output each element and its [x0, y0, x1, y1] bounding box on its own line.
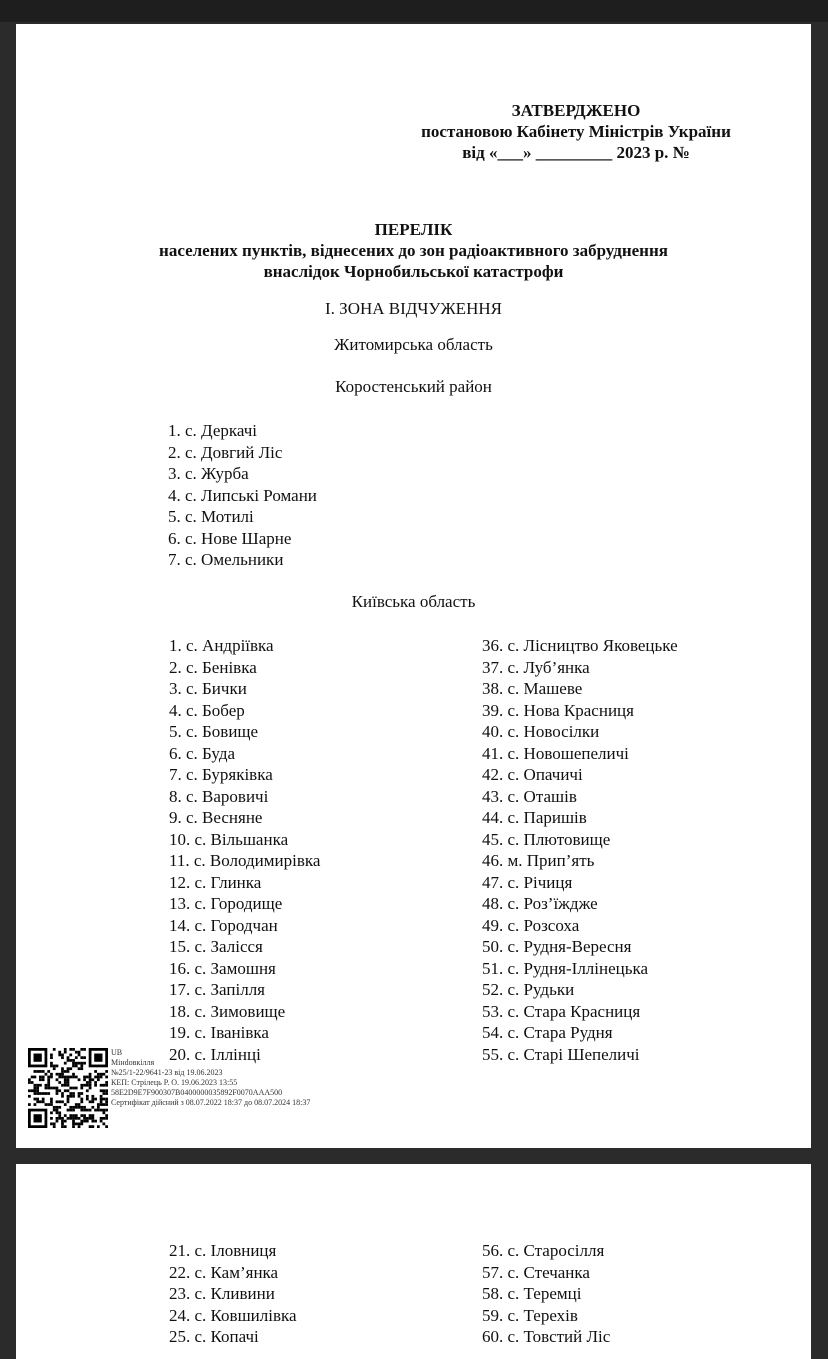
list-item: 46. м. Прип’ять [482, 851, 595, 870]
region-zhytomyr: Житомирська область [334, 335, 493, 354]
list-item: 14. с. Городчан [169, 915, 278, 935]
kyiv-settlement-list-col1-page2 [169, 1240, 297, 1348]
list-item: 39. с. Нова Красниця [482, 700, 634, 720]
stamp-line-3: №25/1-22/9641-23 від 19.06.2023 [111, 1068, 223, 1077]
list-item: 47. с. Річиця [482, 872, 573, 892]
list-item: 50. с. Рудня-Вересня [482, 937, 632, 956]
list-item: 2. с. Бенівка [169, 657, 257, 677]
list-item: 43. с. Оташів [482, 786, 577, 806]
list-item: 22. с. Кам’янка [169, 1262, 279, 1282]
list-item: 51. с. Рудня-Іллінецька [482, 958, 649, 978]
list-item: 6. с. Буда [169, 743, 236, 763]
list-item: 58. с. Теремці [482, 1284, 582, 1303]
document-page-1 [16, 24, 811, 1148]
list-item: 1. с. Андріївка [169, 636, 274, 655]
stamp-line-2: Мінdовкілля [111, 1058, 155, 1067]
list-item: 10. с. Вільшанка [169, 829, 289, 849]
stamp-line-5: 58E2D9E7F900307B0400000035892F0070AAA500 [111, 1088, 283, 1097]
list-item: 20. с. Іллінці [169, 1044, 261, 1064]
list-item: 48. с. Роз’їждже [482, 894, 598, 913]
list-item: 53. с. Стара Красниця [482, 1001, 641, 1021]
list-item: 2. с. Довгий Ліс [168, 442, 283, 462]
list-item: 4. с. Бобер [169, 700, 245, 720]
list-item: 23. с. Кливини [169, 1284, 275, 1303]
list-item: 36. с. Лісництво Яковецьке [482, 636, 678, 655]
list-item: 11. с. Володимирівка [169, 851, 321, 870]
heading-line-3: внаслідок Чорнобильської катастрофи [263, 262, 564, 281]
heading-title: ПЕРЕЛІК [374, 220, 453, 239]
list-item: 56. с. Старосілля [482, 1241, 605, 1260]
list-item: 3. с. Бички [169, 679, 247, 698]
list-item: 24. с. Ковшилівка [169, 1305, 297, 1325]
list-item: 7. с. Буряківка [169, 765, 273, 784]
approval-line-resolution: постановою Кабінету Міністрів України [421, 122, 731, 141]
list-item: 37. с. Луб’янка [482, 657, 590, 677]
list-item: 55. с. Старі Шепеличі [482, 1044, 640, 1064]
kyiv-settlement-list-col2 [482, 635, 678, 1065]
list-item: 19. с. Іванівка [169, 1023, 269, 1042]
list-item: 38. с. Машеве [482, 679, 583, 698]
list-item: 42. с. Опачичі [482, 765, 583, 784]
list-item: 52. с. Рудьки [482, 980, 575, 999]
list-item: 40. с. Новосілки [482, 722, 600, 741]
list-item: 25. с. Копачі [169, 1327, 259, 1346]
list-item: 7. с. Омельники [168, 550, 284, 569]
list-item: 9. с. Весняне [169, 808, 263, 827]
list-item: 3. с. Журба [168, 464, 249, 483]
list-item: 59. с. Терехів [482, 1305, 578, 1325]
kyiv-settlement-list-col2-page2 [482, 1240, 610, 1348]
list-item: 5. с. Мотилі [168, 507, 254, 526]
list-item: 6. с. Нове Шарне [168, 528, 292, 548]
qr-code [28, 1048, 108, 1128]
zhytomyr-settlement-list [168, 420, 317, 571]
list-item: 13. с. Городище [169, 894, 283, 913]
list-item: 1. с. Деркачі [168, 421, 258, 440]
kyiv-settlement-list-col1 [169, 635, 320, 1065]
approval-line-date: від «___» _________ 2023 р. № [462, 143, 690, 162]
list-item: 12. с. Глинка [169, 872, 262, 892]
list-item: 49. с. Розсоха [482, 915, 580, 935]
approval-title: ЗАТВЕРДЖЕНО [511, 101, 641, 120]
list-item: 60. с. Товстий Ліс [482, 1327, 611, 1346]
district-korosten: Коростенський район [335, 377, 492, 396]
document-heading [16, 219, 811, 282]
list-item: 45. с. Плютовище [482, 829, 611, 849]
stamp-line-1: UB [111, 1048, 123, 1057]
list-item: 44. с. Паришів [482, 808, 587, 827]
heading-line-2: населених пунктів, віднесених до зон радіоактивного забруднення [159, 241, 668, 260]
region-kyiv: Київська область [351, 592, 476, 611]
list-item: 18. с. Зимовище [169, 1001, 286, 1021]
list-item: 17. с. Запілля [169, 980, 265, 999]
zone-title: І. ЗОНА ВІДЧУЖЕННЯ [325, 299, 502, 318]
list-item: 57. с. Стечанка [482, 1262, 590, 1282]
list-item: 21. с. Іловниця [169, 1241, 277, 1260]
list-item: 54. с. Стара Рудня [482, 1023, 613, 1042]
stamp-line-4: КЕП: Стрілець Р. О. 19.06.2023 13:55 [111, 1078, 238, 1087]
list-item: 5. с. Бовище [169, 722, 259, 741]
e-signature-stamp [111, 1048, 411, 1108]
list-item: 4. с. Липські Романи [168, 485, 317, 505]
viewer-top-bar [0, 0, 828, 22]
approval-block [376, 100, 776, 163]
list-item: 8. с. Варовичі [169, 786, 269, 806]
list-item: 41. с. Новошепеличі [482, 743, 629, 763]
list-item: 16. с. Замошня [169, 958, 276, 978]
list-item: 15. с. Залісся [169, 937, 263, 956]
stamp-line-6: Сертифікат дійсний з 08.07.2022 18:37 до 08.07.2024 18:37 [111, 1098, 311, 1107]
document-page-2 [16, 1164, 811, 1359]
